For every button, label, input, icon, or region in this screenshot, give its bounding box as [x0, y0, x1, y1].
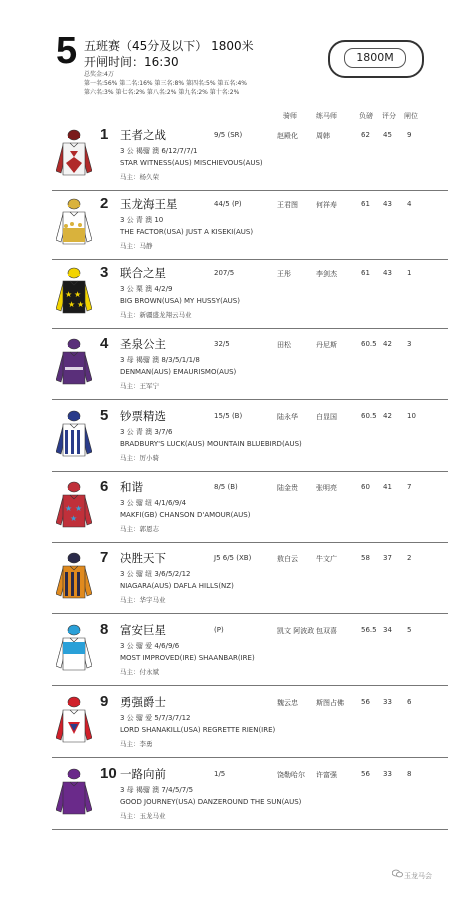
horse-name: 圣泉公主	[120, 337, 166, 351]
rating: 43	[383, 269, 392, 277]
horse-name: 一路向前	[120, 767, 166, 781]
weight: 56	[361, 698, 370, 706]
trainer: 周韩	[316, 132, 330, 140]
draw: 8	[407, 770, 412, 778]
breeding: DENMAN(AUS) EMAURISMO(AUS)	[120, 368, 237, 376]
horse-details: 3 公 骝 爱 5/7/3/7/12	[120, 714, 191, 722]
draw: 4	[407, 200, 412, 208]
owner: 马主：华宇马业	[120, 596, 166, 604]
jockey-silks	[56, 479, 92, 535]
prize-line-1: 第一名:56% 第二名:16% 第三名:8% 第四名:5% 第五名:4%	[84, 80, 247, 87]
jockey: 王彤	[277, 270, 291, 278]
odds: 8/5 (B)	[214, 483, 238, 491]
breeding: GOOD JOURNEY(USA) DANZEROUND THE SUN(AUS)	[120, 798, 302, 806]
runner-row	[52, 403, 448, 472]
race-time: 开闸时间：16:30	[84, 55, 179, 69]
horse-name: 勇强爵士	[120, 695, 166, 709]
draw: 5	[407, 626, 412, 634]
wechat-icon	[392, 869, 403, 878]
race-number: 5	[56, 30, 78, 72]
runner-number: 7	[100, 549, 109, 566]
race-title: 五班赛（45分及以下） 1800米	[84, 39, 254, 53]
horse-details: 3 母 褐骝 澳 7/4/5/7/5	[120, 786, 194, 794]
owner: 马主：马静	[120, 242, 153, 250]
breeding: BRADBURY'S LUCK(AUS) MOUNTAIN BLUEBIRD(AUS)	[120, 440, 302, 448]
race-header	[0, 0, 476, 108]
row-divider	[52, 399, 448, 400]
owner: 马主：郭恩志	[120, 525, 159, 533]
jockey: 饶勒哈尔	[277, 771, 305, 779]
svg-text:★: ★	[70, 514, 78, 523]
trainer: 牛文广	[316, 555, 337, 563]
row-divider	[52, 757, 448, 758]
runner-row	[52, 689, 448, 758]
rating: 37	[383, 554, 392, 562]
row-divider	[52, 613, 448, 614]
weight: 60	[361, 483, 370, 491]
row-divider	[52, 542, 448, 543]
col-draw: 闸位	[404, 112, 418, 120]
trainer: 李剑杰	[316, 270, 337, 278]
weight: 56	[361, 770, 370, 778]
jockey: 赵殿化	[277, 132, 298, 140]
jockey-silks	[56, 127, 92, 183]
rating: 43	[383, 200, 392, 208]
trainer: 包双喜	[316, 627, 337, 635]
svg-text:★: ★	[65, 504, 73, 513]
draw: 10	[407, 412, 416, 420]
owner: 马主：杨久荣	[120, 173, 159, 181]
draw: 2	[407, 554, 412, 562]
horse-name: 联合之星	[120, 266, 166, 280]
draw: 7	[407, 483, 412, 491]
owner: 马主：王军宁	[120, 382, 159, 390]
owner: 马主：新疆盛龙翔云马业	[120, 311, 192, 319]
jockey-silks	[56, 265, 92, 321]
col-weight: 负磅	[359, 112, 373, 120]
draw: 3	[407, 340, 412, 348]
horse-name: 富安巨星	[120, 623, 166, 637]
jockey-silks	[56, 694, 92, 750]
draw: 6	[407, 698, 412, 706]
trainer: 许富强	[316, 771, 337, 779]
track-diagram	[328, 40, 424, 78]
rating: 45	[383, 131, 392, 139]
trainer: 白显国	[316, 413, 337, 421]
odds: 32/5	[214, 340, 230, 348]
svg-text:★: ★	[68, 300, 76, 309]
horse-details: 3 公 骝 爱 4/6/9/6	[120, 642, 180, 650]
runner-number: 3	[100, 264, 109, 281]
horse-details: 3 公 骝 纽 3/6/5/2/12	[120, 570, 191, 578]
jockey: 陆永华	[277, 413, 298, 421]
runner-row	[52, 617, 448, 686]
weight: 60.5	[361, 412, 377, 420]
svg-text:★: ★	[77, 300, 85, 309]
odds: 44/5 (P)	[214, 200, 242, 208]
breeding: NIAGARA(AUS) DAFLA HILLS(NZ)	[120, 582, 234, 590]
draw: 9	[407, 131, 412, 139]
rating: 42	[383, 412, 392, 420]
odds: J5 6/5 (XB)	[214, 554, 252, 562]
runner-number: 4	[100, 335, 109, 352]
jockey: 陆金贵	[277, 484, 298, 492]
rating: 42	[383, 340, 392, 348]
breeding: BIG BROWN(USA) MY HUSSY(AUS)	[120, 297, 240, 305]
trainer: 丹尼斯	[316, 341, 337, 349]
jockey-silks	[56, 766, 92, 822]
horse-details: 3 公 青 澳 3/7/6	[120, 428, 173, 436]
rating: 41	[383, 483, 392, 491]
jockey-silks	[56, 196, 92, 252]
svg-text:★: ★	[74, 290, 82, 299]
owner: 马主：李勇	[120, 740, 153, 748]
runner-row	[52, 474, 448, 543]
horse-details: 3 母 褐骝 澳 8/3/5/1/1/8	[120, 356, 200, 364]
rating: 33	[383, 770, 392, 778]
rating: 34	[383, 626, 392, 634]
svg-text:★: ★	[65, 290, 73, 299]
odds: 1/5	[214, 770, 226, 778]
runner-row	[52, 191, 448, 260]
col-trainer: 练马师	[316, 112, 337, 120]
jockey: 敖白云	[277, 555, 298, 563]
jockey: 王君图	[277, 201, 298, 209]
watermark: 玉龙马会	[404, 872, 432, 880]
horse-details: 3 公 褐骝 澳 6/12/7/7/1	[120, 147, 198, 155]
horse-name: 钞票精选	[120, 409, 166, 423]
row-divider	[52, 471, 448, 472]
trainer: 张明亮	[316, 484, 337, 492]
jockey-silks	[56, 336, 92, 392]
breeding: MOST IMPROVED(IRE) SHAANBAR(IRE)	[120, 654, 255, 662]
runner-number: 6	[100, 478, 109, 495]
distance-label: 1800M	[344, 48, 406, 68]
horse-name: 王者之战	[120, 128, 166, 142]
row-divider	[52, 685, 448, 686]
jockey: 凯文 阿波政	[277, 627, 315, 635]
jockey-silks	[56, 408, 92, 464]
trainer: 斯图占佛	[316, 699, 344, 707]
owner: 马主：玉龙马业	[120, 812, 166, 820]
horse-name: 和谐	[120, 480, 143, 494]
breeding: THE FACTOR(USA) JUST A KISEKI(AUS)	[120, 228, 254, 236]
owner: 马主：厉小骑	[120, 454, 159, 462]
draw: 1	[407, 269, 412, 277]
breeding: STAR WITNESS(AUS) MISCHIEVOUS(AUS)	[120, 159, 263, 167]
odds: 15/5 (B)	[214, 412, 243, 420]
horse-details: 3 公 青 澳 10	[120, 216, 164, 224]
odds: (P)	[214, 626, 224, 634]
owner: 马主：付永斌	[120, 668, 159, 676]
trainer: 何祥寿	[316, 201, 337, 209]
breeding: MAKFI(GB) CHANSON D'AMOUR(AUS)	[120, 511, 251, 519]
weight: 61	[361, 200, 370, 208]
horse-details: 3 公 骝 纽 4/1/6/9/4	[120, 499, 187, 507]
weight: 61	[361, 269, 370, 277]
runner-number: 2	[100, 195, 109, 212]
jockey-silks	[56, 622, 92, 678]
runner-row	[52, 545, 448, 614]
runner-row	[52, 260, 448, 329]
runner-row	[52, 331, 448, 400]
weight: 62	[361, 131, 370, 139]
row-divider	[52, 829, 448, 830]
jockey: 魏云忠	[277, 699, 298, 707]
svg-text:★: ★	[75, 504, 83, 513]
odds: 9/5 (SR)	[214, 131, 243, 139]
breeding: LORD SHANAKILL(USA) REGRETTE RIEN(IRE)	[120, 726, 276, 734]
weight: 60.5	[361, 340, 377, 348]
runner-number: 9	[100, 693, 109, 710]
prize-total: 总奖金:4万	[84, 71, 114, 78]
weight: 58	[361, 554, 370, 562]
runner-number: 5	[100, 407, 109, 424]
runner-row	[52, 122, 448, 191]
runner-row	[52, 761, 448, 830]
weight: 56.5	[361, 626, 377, 634]
row-divider	[52, 328, 448, 329]
runner-number: 1	[100, 126, 109, 143]
prize-line-2: 第六名:3% 第七名:2% 第八名:2% 第九名:2% 第十名:2%	[84, 89, 240, 96]
col-jockey: 骑师	[283, 112, 297, 120]
runner-number: 8	[100, 621, 109, 638]
odds: 207/5	[214, 269, 235, 277]
jockey: 田松	[277, 341, 291, 349]
jockey-silks	[56, 550, 92, 606]
horse-name: 决胜天下	[120, 551, 166, 565]
runner-number: 10	[100, 765, 117, 782]
col-rating: 评分	[382, 112, 396, 120]
rating: 33	[383, 698, 392, 706]
horse-name: 玉龙海王星	[120, 197, 178, 211]
horse-details: 3 公 栗 澳 4/2/9	[120, 285, 173, 293]
